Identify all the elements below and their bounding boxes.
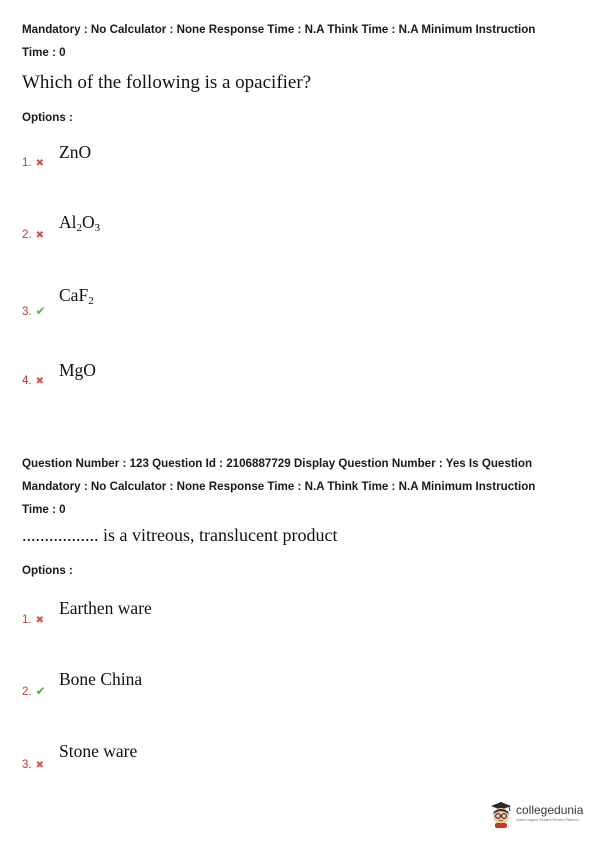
formula-part: Al [59, 212, 77, 232]
option-index: 1. [22, 157, 32, 169]
formula-subscript: 3 [94, 222, 101, 234]
formula-part: O [82, 212, 95, 232]
option-number [22, 229, 44, 241]
cross-icon: ✖ [35, 230, 44, 241]
checkmark-icon: ✔ [35, 684, 46, 698]
meta-line: Mandatory : No Calculator : None Response Time : N.A Think Time : N.A Minimum Instruction [22, 23, 536, 36]
question-meta [22, 452, 582, 521]
option-number [22, 304, 46, 318]
question-text: ................. is a vitreous, translucent product [22, 525, 338, 545]
brand-wordmark: collegedunia [516, 803, 584, 817]
option-number [22, 157, 44, 169]
option-index: 1. [22, 614, 32, 626]
option-text: Bone China [59, 669, 143, 689]
collegedunia-logo[interactable] [489, 800, 589, 830]
option-number [22, 614, 44, 626]
option-text: MgO [59, 360, 96, 380]
formula-part: CaF [59, 285, 89, 305]
meta-line: Mandatory : No Calculator : None Response Time : N.A Think Time : N.A Minimum Instruction [22, 480, 536, 493]
option-index: 3. [22, 306, 32, 318]
cross-icon: ✖ [35, 376, 44, 387]
options-label: Options : [22, 111, 73, 124]
brand-tagline: India's largest Student Review Platform [516, 818, 579, 822]
meta-line: Question Number : 123 Question Id : 2106887729 Display Question Number : Yes Is Question [22, 457, 533, 470]
formula-subscript: 2 [76, 222, 82, 234]
formula-subscript: 2 [88, 295, 94, 307]
meta-line: Time : 0 [22, 503, 66, 516]
meta-line: Time : 0 [22, 46, 66, 59]
checkmark-icon: ✔ [35, 304, 46, 318]
option-index: 4. [22, 375, 32, 387]
option-text: Stone ware [59, 741, 138, 761]
cross-icon: ✖ [35, 760, 44, 771]
option-text: Earthen ware [59, 598, 152, 618]
options-label: Options : [22, 564, 73, 577]
question-text: Which of the following is a opacifier? [22, 72, 312, 93]
option-index: 2. [22, 686, 32, 698]
option-number [22, 375, 44, 387]
cross-icon: ✖ [35, 158, 44, 169]
option-index: 2. [22, 229, 32, 241]
cross-icon: ✖ [35, 615, 44, 626]
option-text: ZnO [59, 142, 92, 162]
student-mascot-icon [489, 800, 513, 828]
option-text [59, 285, 94, 307]
option-number [22, 759, 44, 771]
option-number [22, 684, 46, 698]
option-index: 3. [22, 759, 32, 771]
question-meta [22, 18, 582, 64]
option-text [59, 212, 100, 234]
